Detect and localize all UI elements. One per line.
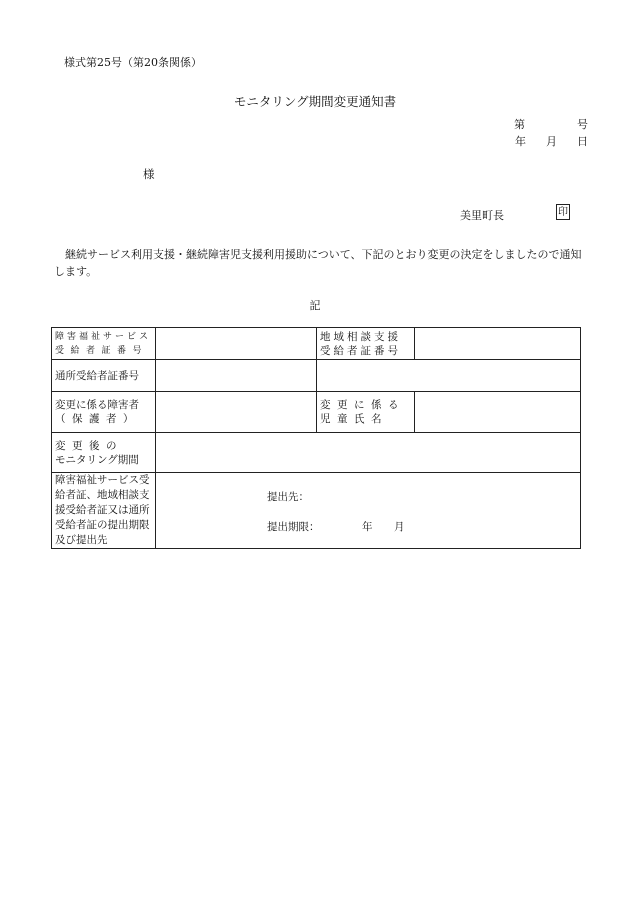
table-row bbox=[52, 433, 581, 473]
deadline-month: 月 bbox=[394, 521, 405, 533]
community-consult-cert-number-field[interactable] bbox=[415, 328, 581, 360]
monitoring-period-field[interactable] bbox=[156, 433, 581, 473]
deadline-year: 年 bbox=[362, 521, 373, 533]
document-number-line bbox=[514, 116, 588, 132]
welfare-service-cert-label: 障害福祉サービス 受給者証番号 bbox=[52, 328, 156, 360]
submission-field[interactable] bbox=[156, 473, 581, 549]
body-text: 継続サービス利用支援・継続障害児支援利用援助について、下記のとおり変更の決定をしましたので通知します。 bbox=[54, 248, 582, 278]
day-care-cert-number-field[interactable] bbox=[156, 360, 317, 392]
date-year: 年 bbox=[515, 135, 526, 148]
form-number: 様式第25号（第20条関係） bbox=[64, 56, 202, 69]
table-row bbox=[52, 392, 581, 433]
empty-cell bbox=[317, 360, 581, 392]
submission-label: 障害福祉サービス受給者証、地域相談支援受給者証又は通所受給者証の提出期限及び提出先 bbox=[52, 473, 156, 549]
deadline-line bbox=[267, 519, 405, 534]
sender-name: 美里町長 bbox=[460, 209, 504, 222]
number-prefix: 第 bbox=[514, 118, 525, 131]
table-row bbox=[52, 473, 581, 549]
child-name-field[interactable] bbox=[415, 392, 581, 433]
day-care-cert-label: 通所受給者証番号 bbox=[52, 360, 156, 392]
document-date-line bbox=[515, 133, 588, 149]
notice-form-table bbox=[51, 327, 581, 549]
deadline-label: 提出期限： bbox=[267, 521, 320, 533]
seal-mark: 印 bbox=[556, 204, 570, 220]
addressee-suffix: 様 bbox=[143, 167, 155, 181]
number-suffix: 号 bbox=[577, 118, 588, 131]
ki-heading: 記 bbox=[309, 299, 321, 312]
date-day: 日 bbox=[577, 135, 588, 148]
submit-to-label: 提出先： bbox=[267, 491, 309, 503]
child-name-label: 変更に係る 児童氏名 bbox=[317, 392, 415, 433]
document-title: モニタリング期間変更通知書 bbox=[233, 94, 397, 109]
disabled-person-label: 変更に係る障害者 （保護者） bbox=[52, 392, 156, 433]
table-row bbox=[52, 328, 581, 360]
monitoring-period-label: 変更後の モニタリング期間 bbox=[52, 433, 156, 473]
table-row bbox=[52, 360, 581, 392]
disabled-person-name-field[interactable] bbox=[156, 392, 317, 433]
date-month: 月 bbox=[546, 135, 557, 148]
community-consult-cert-label: 地域相談支援 受給者証番号 bbox=[317, 328, 415, 360]
welfare-service-cert-number-field[interactable] bbox=[156, 328, 317, 360]
